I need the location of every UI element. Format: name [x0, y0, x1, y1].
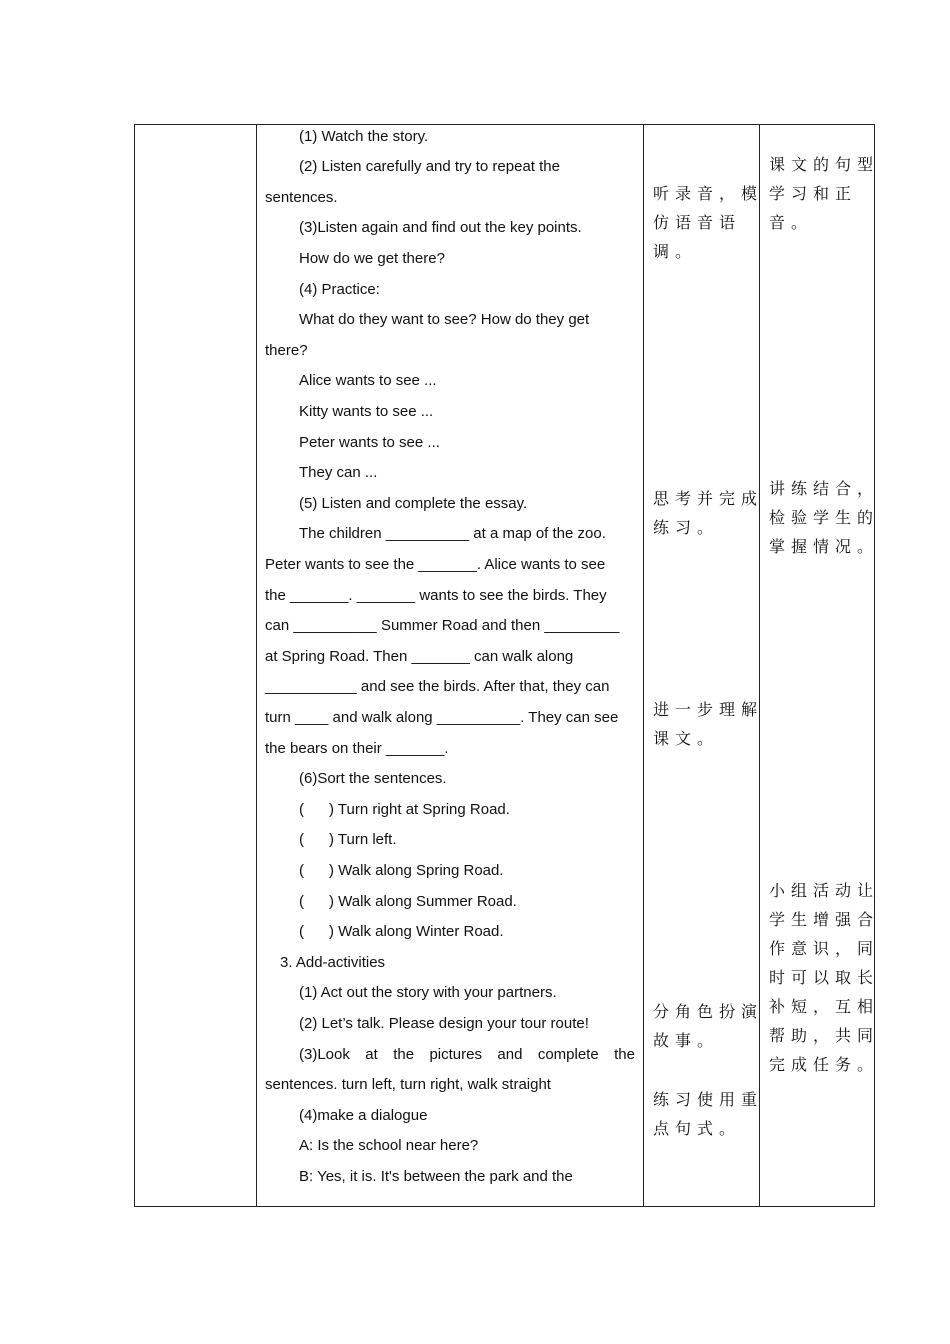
text-line: What do they want to see? How do they get [299, 311, 590, 328]
note-line: 学生增强合 [769, 910, 880, 929]
activity-note [653, 997, 763, 1055]
note-line: 课文。 [653, 729, 720, 748]
activity-note [653, 695, 763, 753]
intention-note [769, 474, 879, 561]
text-line: there? [265, 342, 308, 359]
note-line: 作意识，同 [769, 939, 880, 958]
note-line: 完成任务。 [769, 1055, 880, 1074]
text-line: Kitty wants to see ... [299, 403, 434, 420]
note-line: 音。 [769, 213, 814, 232]
note-line: 练习。 [653, 518, 720, 537]
word: complete [537, 1046, 599, 1063]
note-line: 检验学生的 [769, 508, 880, 527]
text-line: ( ) Turn right at Spring Road. [299, 801, 510, 818]
column-divider [643, 125, 644, 1206]
text-line: the bears on their _______. [265, 740, 449, 757]
text-line: (1) Act out the story with your partners. [299, 984, 557, 1001]
text-line: at Spring Road. Then _______ can walk along [265, 648, 574, 665]
word: pictures [429, 1046, 482, 1063]
text-line: (5) Listen and complete the essay. [299, 495, 528, 512]
text-line: (1) Watch the story. [299, 128, 429, 145]
text-line: The children __________ at a map of the zoo. [299, 525, 606, 542]
text-line: They can ... [299, 464, 378, 481]
section-heading: 3. Add-activities [280, 954, 386, 971]
note-line: 补短，互相 [769, 997, 880, 1016]
note-line: 练习使用重 [653, 1090, 764, 1109]
text-line: sentences. [265, 189, 338, 206]
note-line: 课文的句型 [769, 155, 880, 174]
text-line: the _______. _______ wants to see the birds. They [265, 587, 607, 604]
word: (3)Look [299, 1046, 350, 1063]
text-line: (2) Listen carefully and try to repeat the [299, 158, 560, 175]
text-line: Alice wants to see ... [299, 372, 437, 389]
note-line: 讲练结合， [769, 479, 880, 498]
intention-note [769, 150, 879, 237]
text-line: A: Is the school near here? [299, 1137, 479, 1154]
activity-note [653, 484, 763, 542]
note-line: 仿语音语 [653, 213, 742, 232]
text-line: Peter wants to see the _______. Alice wants to see [265, 556, 606, 573]
word: and [497, 1046, 523, 1063]
text-line: Peter wants to see ... [299, 434, 440, 451]
note-line: 帮助，共同 [769, 1026, 880, 1045]
intention-note [769, 876, 879, 1079]
text-line: ( ) Walk along Spring Road. [299, 862, 504, 879]
word: at [365, 1046, 378, 1063]
text-line: (4)make a dialogue [299, 1107, 428, 1124]
text-line: (3)Listen again and find out the key points. [299, 219, 582, 236]
text-line: B: Yes, it is. It's between the park and the [299, 1168, 573, 1185]
note-line: 掌握情况。 [769, 537, 880, 556]
activity-note [653, 179, 763, 266]
text-line: (2) Let’s talk. Please design your tour route! [299, 1015, 589, 1032]
note-line: 思考并完成 [653, 489, 764, 508]
text-line: How do we get there? [299, 250, 445, 267]
text-line: ( ) Walk along Summer Road. [299, 893, 517, 910]
note-line: 点句式。 [653, 1119, 742, 1138]
text-line: sentences. turn left, turn right, walk straight [265, 1076, 551, 1093]
text-line: turn ____ and walk along __________. They can see [265, 709, 619, 726]
text-line: (4) Practice: [299, 281, 380, 298]
text-line: ___________ and see the birds. After that, they can [265, 678, 610, 695]
word: the [393, 1046, 415, 1063]
word: the [614, 1046, 635, 1063]
column-divider [256, 125, 257, 1206]
note-line: 听录音，模 [653, 184, 764, 203]
note-line: 进一步理解 [653, 700, 764, 719]
note-line: 学习和正 [769, 184, 858, 203]
text-line: (6)Sort the sentences. [299, 770, 447, 787]
note-line: 故事。 [653, 1031, 720, 1050]
text-line: ( ) Walk along Winter Road. [299, 923, 504, 940]
note-line: 分角色扮演 [653, 1002, 764, 1021]
text-line: ( ) Turn left. [299, 831, 397, 848]
note-line: 调。 [653, 242, 698, 261]
note-line: 时可以取长 [769, 968, 880, 987]
activity-note [653, 1085, 763, 1143]
text-line: can __________ Summer Road and then _________ [265, 617, 620, 634]
note-line: 小组活动让 [769, 881, 880, 900]
justified-line [265, 1045, 635, 1065]
lesson-table [134, 124, 880, 1207]
